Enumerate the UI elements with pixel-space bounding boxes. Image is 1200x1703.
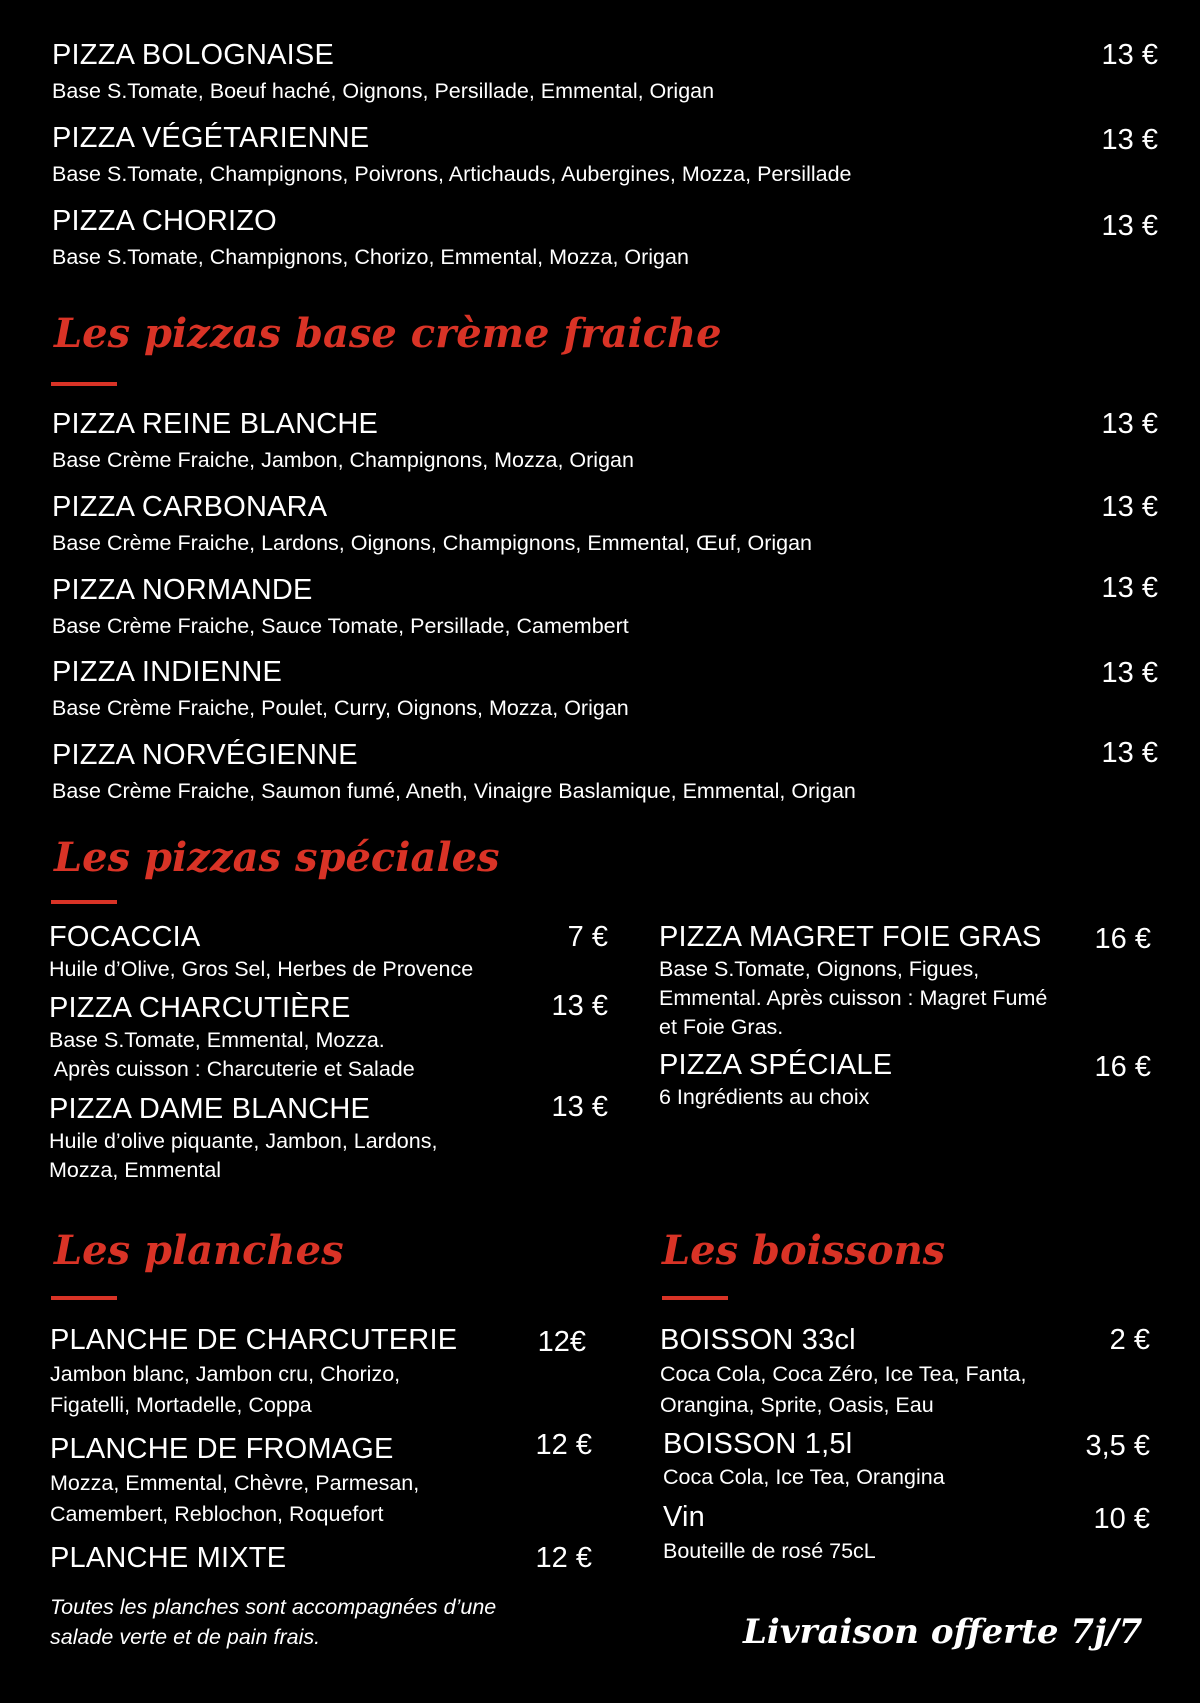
item-price: 13 € [1101, 39, 1158, 71]
item-description: Huile d’Olive, Gros Sel, Herbes de Provence [49, 957, 474, 981]
item-description: Camembert, Reblochon, Roquefort [50, 1502, 384, 1526]
item-name: PIZZA CHORIZO [52, 205, 277, 237]
item-price: 16 € [1094, 923, 1151, 955]
item-price: 12€ [537, 1326, 586, 1358]
section-underline [662, 1296, 728, 1300]
item-description: Après cuisson : Charcuterie et Salade [49, 1057, 415, 1081]
item-description: Mozza, Emmental [49, 1158, 222, 1182]
section-underline [51, 382, 117, 386]
item-price: 13 € [1101, 491, 1158, 523]
item-price: 10 € [1093, 1503, 1150, 1535]
item-description: Base Crème Fraiche, Saumon fumé, Aneth, Vinaigre Baslamique, Emmental, Origan [52, 779, 856, 803]
item-price: 13 € [1101, 737, 1158, 769]
item-description: Coca Cola, Coca Zéro, Ice Tea, Fanta, [660, 1362, 1027, 1386]
item-price: 13 € [1101, 572, 1158, 604]
section-underline [51, 1296, 117, 1300]
item-name: PIZZA SPÉCIALE [659, 1049, 893, 1081]
item-description: Mozza, Emmental, Chèvre, Parmesan, [50, 1471, 420, 1495]
item-name: PIZZA CHARCUTIÈRE [49, 992, 351, 1024]
item-description: Base S.Tomate, Oignons, Figues, [659, 957, 980, 981]
item-name: PIZZA DAME BLANCHE [49, 1093, 371, 1125]
item-price: 12 € [535, 1542, 592, 1574]
item-price: 13 € [1101, 408, 1158, 440]
item-price: 3,5 € [1085, 1430, 1150, 1462]
delivery-banner: Livraison offerte 7j/7 [743, 1612, 1143, 1652]
item-description: Base S.Tomate, Emmental, Mozza. [49, 1028, 385, 1052]
planches-note: salade verte et de pain frais. [50, 1625, 321, 1649]
item-name: Vin [663, 1501, 705, 1533]
item-price: 13 € [551, 1091, 608, 1123]
item-name: PIZZA NORVÉGIENNE [52, 739, 358, 771]
item-name: PLANCHE MIXTE [50, 1542, 287, 1574]
item-price: 12 € [535, 1429, 592, 1461]
item-name: PIZZA VÉGÉTARIENNE [52, 122, 370, 154]
item-price: 13 € [1101, 124, 1158, 156]
item-description: Base Crème Fraiche, Lardons, Oignons, Champignons, Emmental, Œuf, Origan [52, 531, 813, 555]
section-title-creme: Les pizzas base crème fraiche [54, 310, 722, 357]
item-description: Base S.Tomate, Champignons, Chorizo, Emmental, Mozza, Origan [52, 245, 689, 269]
planches-note: Toutes les planches sont accompagnées d’une [50, 1595, 497, 1619]
item-description: Emmental. Après cuisson : Magret Fumé [659, 986, 1048, 1010]
item-description: Orangina, Sprite, Oasis, Eau [660, 1393, 934, 1417]
section-title-boissons: Les boissons [662, 1227, 946, 1274]
item-price: 13 € [551, 990, 608, 1022]
item-description: Jambon blanc, Jambon cru, Chorizo, [50, 1362, 401, 1386]
item-name: PIZZA MAGRET FOIE GRAS [659, 921, 1042, 953]
item-name: FOCACCIA [49, 921, 201, 953]
item-name: PIZZA BOLOGNAISE [52, 39, 334, 71]
item-description: Base Crème Fraiche, Poulet, Curry, Oignons, Mozza, Origan [52, 696, 629, 720]
item-name: PIZZA INDIENNE [52, 656, 282, 688]
item-name: BOISSON 33cl [660, 1324, 856, 1356]
section-title-planches: Les planches [54, 1227, 344, 1274]
item-description: Base Crème Fraiche, Sauce Tomate, Persillade, Camembert [52, 614, 629, 638]
item-name: PLANCHE DE CHARCUTERIE [50, 1324, 458, 1356]
item-description: Bouteille de rosé 75cL [663, 1539, 876, 1563]
item-name: PIZZA CARBONARA [52, 491, 328, 523]
item-price: 13 € [1101, 657, 1158, 689]
item-description: Base Crème Fraiche, Jambon, Champignons, Mozza, Origan [52, 448, 634, 472]
item-price: 13 € [1101, 210, 1158, 242]
item-name: PIZZA NORMANDE [52, 574, 313, 606]
section-title-speciales: Les pizzas spéciales [54, 834, 500, 881]
item-price: 7 € [567, 921, 608, 953]
item-price: 16 € [1094, 1051, 1151, 1083]
item-description: Huile d’olive piquante, Jambon, Lardons, [49, 1129, 438, 1153]
item-description: Coca Cola, Ice Tea, Orangina [663, 1465, 945, 1489]
item-name: PLANCHE DE FROMAGE [50, 1433, 394, 1465]
item-price: 2 € [1109, 1324, 1150, 1356]
item-description: Base S.Tomate, Boeuf haché, Oignons, Persillade, Emmental, Origan [52, 79, 715, 103]
item-name: BOISSON 1,5l [663, 1428, 853, 1460]
section-underline [51, 900, 117, 904]
item-description: Base S.Tomate, Champignons, Poivrons, Artichauds, Aubergines, Mozza, Persillade [52, 162, 852, 186]
item-name: PIZZA REINE BLANCHE [52, 408, 379, 440]
item-description: Figatelli, Mortadelle, Coppa [50, 1393, 312, 1417]
item-description: et Foie Gras. [659, 1015, 784, 1039]
item-description: 6 Ingrédients au choix [659, 1085, 870, 1109]
